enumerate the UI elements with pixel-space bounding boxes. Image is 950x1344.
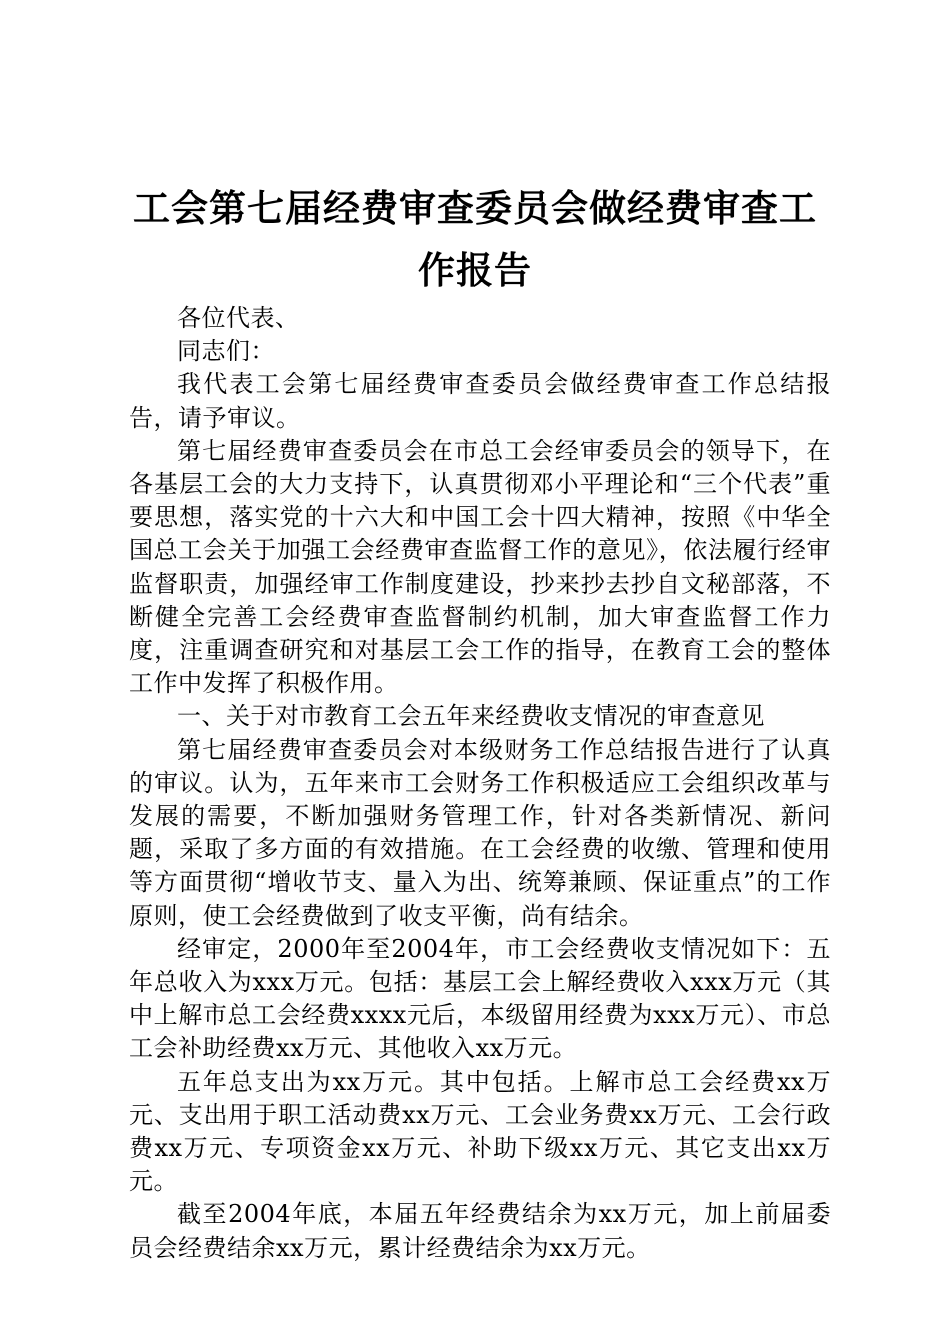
income-paragraph: 经审定，2000年至2004年，市工会经费收支情况如下：五年总收入为xxx万元。包括：基层工会上解经费收入xxx万元（其中上解市总工会经费xxxx元后，本级留用经费为xxx万元）、市总工会补助经费xx万元、其他收入xx万元。 [129,934,831,1063]
committee-work-paragraph: 第七届经费审查委员会在市总工会经审委员会的领导下，在各基层工会的大力支持下，认真贯彻邓小平理论和“三个代表”重要思想，落实党的十六大和中国工会十四大精神，按照《中华全国总工会关于加强工会经费审查监督工作的意见》，依法履行经审监督职责，加强经审工作制度建设，抄来抄去抄自文秘部落，不断健全完善工会经费审查监督制约机制，加大审查监督工作力度，注重调查研究和对基层工会工作的指导，在教育工会的整体工作中发挥了积极作用。 [129,436,831,698]
intro-paragraph: 我代表工会第七届经费审查委员会做经费审查工作总结报告，请予审议。 [129,370,831,432]
balance-paragraph: 截至2004年底，本届五年经费结余为xx万元，加上前届委员会经费结余xx万元，累计经费结余为xx万元。 [129,1200,831,1262]
document-title: 工会第七届经费审查委员会做经费审查工作报告 [133,186,817,292]
review-opinion-paragraph: 第七届经费审查委员会对本级财务工作总结报告进行了认真的审议。认为，五年来市工会财务工作积极适应工会组织改革与发展的需要，不断加强财务管理工作，针对各类新情况、新问题，采取了多方面的有效措施。在工会经费的收缴、管理和使用等方面贯彻“增收节支、量入为出、统筹兼顾、保证重点”的工作原则，使工会经费做到了收支平衡，尚有结余。 [129,735,831,930]
document-body [129,302,831,1265]
salutation-comrades: 同志们： [177,337,275,366]
salutation-representatives: 各位代表、 [177,304,300,332]
section-heading-1: 一、关于对市教育工会五年来经费收支情况的审查意见 [177,702,765,731]
expenditure-paragraph: 五年总支出为xx万元。其中包括。上解市总工会经费xx万元、支出用于职工活动费xx万元、工会业务费xx万元、工会行政费xx万元、专项资金xx万元、补助下级xx万元、其它支出xx万元。 [129,1067,831,1196]
